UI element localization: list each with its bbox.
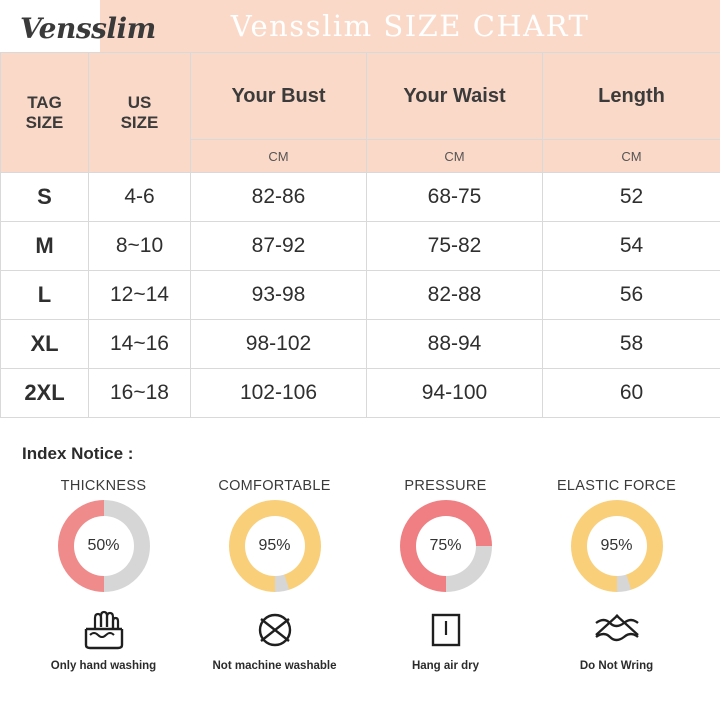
header: [0, 0, 720, 52]
us-size-line2: SIZE: [120, 112, 159, 132]
column-header-tag-size: [1, 53, 89, 173]
cell-us-size: 14~16: [89, 320, 191, 369]
metric-label: ELASTIC FORCE: [556, 478, 677, 494]
cell-us-size: 16~18: [89, 369, 191, 418]
page-title: Vensslim SIZE CHART: [230, 9, 590, 43]
column-header-waist: Your Waist: [367, 53, 543, 140]
cell-waist: 82-88: [367, 271, 543, 320]
tag-size-line1: TAG: [27, 92, 62, 112]
do-not-wring-icon: [542, 606, 692, 654]
care-instructions-row: [0, 606, 720, 672]
cell-waist: 88-94: [367, 320, 543, 369]
cell-tag-size: 2XL: [1, 369, 89, 418]
donut-chart-thickness: [58, 500, 150, 592]
cell-tag-size: M: [1, 222, 89, 271]
care-caption: Not machine washable: [212, 660, 337, 672]
metric-label: PRESSURE: [404, 478, 487, 494]
size-chart-table: [0, 52, 720, 418]
hand-wash-icon: [29, 606, 179, 654]
cell-length: 56: [543, 271, 720, 320]
cell-bust: 93-98: [191, 271, 367, 320]
cell-bust: 98-102: [191, 320, 367, 369]
unit-length: CM: [543, 140, 720, 173]
donut-chart-elastic-force: [571, 500, 663, 592]
care-item-hang-dry: [371, 606, 521, 672]
cell-tag-size: S: [1, 173, 89, 222]
cell-length: 60: [543, 369, 720, 418]
no-machine-wash-icon: [200, 606, 350, 654]
cell-tag-size: XL: [1, 320, 89, 369]
cell-waist: 75-82: [367, 222, 543, 271]
brand-logo: Vensslim: [20, 12, 156, 45]
care-item-no-machine-wash: [200, 606, 350, 672]
column-header-bust: Your Bust: [191, 53, 367, 140]
cell-us-size: 4-6: [89, 173, 191, 222]
unit-waist: CM: [367, 140, 543, 173]
table-header-row: [1, 53, 720, 140]
metrics-row: [0, 478, 720, 592]
cell-bust: 87-92: [191, 222, 367, 271]
unit-bust: CM: [191, 140, 367, 173]
cell-bust: 102-106: [191, 369, 367, 418]
metric-pressure: [371, 478, 521, 592]
cell-length: 54: [543, 222, 720, 271]
cell-waist: 68-75: [367, 173, 543, 222]
table-row: [1, 369, 720, 418]
metric-value: 50%: [87, 537, 120, 554]
donut-chart-comfortable: [229, 500, 321, 592]
us-size-line1: US: [127, 92, 152, 112]
table-row: [1, 222, 720, 271]
cell-bust: 82-86: [191, 173, 367, 222]
cell-us-size: 12~14: [89, 271, 191, 320]
metric-label: THICKNESS: [60, 478, 147, 494]
column-header-length: Length: [543, 53, 720, 140]
index-notice-title: Index Notice :: [22, 444, 134, 463]
metric-comfortable: [200, 478, 350, 592]
table-row: [1, 173, 720, 222]
care-caption: Hang air dry: [411, 660, 480, 672]
care-caption: Do Not Wring: [579, 660, 654, 672]
column-header-us-size: [89, 53, 191, 173]
cell-length: 58: [543, 320, 720, 369]
hang-dry-icon: [371, 606, 521, 654]
metric-label: COMFORTABLE: [218, 478, 331, 494]
metric-value: 95%: [258, 537, 291, 554]
cell-tag-size: L: [1, 271, 89, 320]
tag-size-line2: SIZE: [25, 112, 64, 132]
care-item-do-not-wring: [542, 606, 692, 672]
table-row: [1, 320, 720, 369]
table-row: [1, 271, 720, 320]
metric-elastic-force: [542, 478, 692, 592]
metric-value: 75%: [429, 537, 462, 554]
care-item-hand-wash: [29, 606, 179, 672]
metric-value: 95%: [600, 537, 633, 554]
cell-waist: 94-100: [367, 369, 543, 418]
donut-chart-pressure: [400, 500, 492, 592]
care-caption: Only hand washing: [50, 660, 157, 672]
cell-length: 52: [543, 173, 720, 222]
cell-us-size: 8~10: [89, 222, 191, 271]
metric-thickness: [29, 478, 179, 592]
